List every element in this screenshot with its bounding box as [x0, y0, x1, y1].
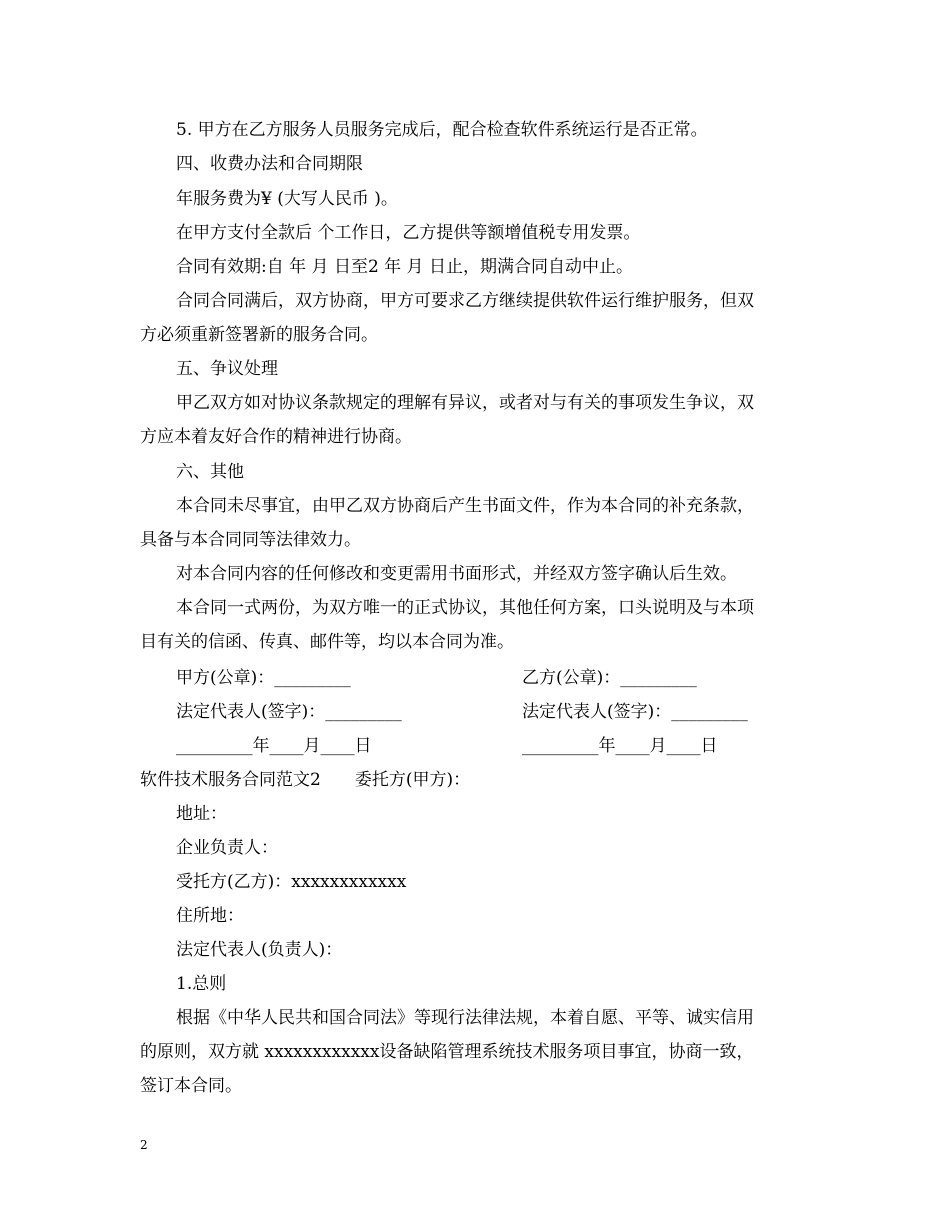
address-field: 地址： — [176, 804, 227, 824]
trustee-field: 受托方(乙方)：xxxxxxxxxxxx — [176, 872, 407, 892]
paragraph-copies-cont: 目有关的信函、传真、邮件等，均以本合同为准。 — [140, 632, 514, 652]
section-heading-other: 六、其他 — [176, 462, 244, 482]
clause-5: 5. 甲方在乙方服务人员服务完成后，配合检查软件系统运行是否正常。 — [176, 120, 708, 140]
paragraph-renewal: 合同合同满后，双方协商，甲方可要求乙方继续提供软件运行维护服务，但双 — [176, 291, 754, 311]
party-b-date-field: _________年____月____日 — [522, 736, 718, 756]
party-a-seal-field: 甲方(公章)：_________ — [176, 668, 351, 688]
paragraph-dispute: 甲乙双方如对协议条款规定的理解有异议，或者对与有关的事项发生争议，双 — [176, 393, 754, 413]
paragraph-amendment: 对本合同内容的任何修改和变更需用书面形式，并经双方签字确认后生效。 — [176, 564, 737, 584]
paragraph-supplement-cont: 具备与本合同同等法律效力。 — [140, 530, 361, 550]
legal-rep-field: 法定代表人(负责人)： — [176, 940, 343, 960]
paragraph-dispute-cont: 方应本着友好合作的精神进行协商。 — [140, 427, 412, 447]
party-a-date-field: _________年____月____日 — [176, 736, 372, 756]
party-b-rep-field: 法定代表人(签字)：_________ — [522, 702, 748, 722]
section-heading-dispute: 五、争议处理 — [176, 359, 278, 379]
enterprise-head-field: 企业负责人： — [176, 838, 278, 858]
section-heading-fees: 四、收费办法和合同期限 — [176, 154, 363, 174]
page-number: 2 — [140, 1138, 148, 1152]
paragraph-basis: 根据《中华人民共和国合同法》等现行法律法规，本着自愿、平等、诚实信用 — [176, 1008, 754, 1028]
paragraph-copies: 本合同一式两份，为双方唯一的正式协议，其他任何方案，口头说明及与本项 — [176, 598, 754, 618]
paragraph-basis-end: 签订本合同。 — [140, 1076, 242, 1096]
party-b-seal-field: 乙方(公章)：_________ — [522, 668, 697, 688]
paragraph-annual-fee: 年服务费为¥ (大写人民币 )。 — [176, 189, 398, 209]
paragraph-supplement: 本合同未尽事宜，由甲乙双方协商后产生书面文件，作为本合同的补充条款， — [176, 496, 754, 516]
contract-2-title: 软件技术服务合同范文2 委托方(甲方)： — [140, 770, 471, 790]
paragraph-validity: 合同有效期:自 年 月 日至2 年 月 日止，期满合同自动中止。 — [176, 257, 633, 277]
party-a-rep-field: 法定代表人(签字)：_________ — [176, 702, 402, 722]
domicile-field: 住所地： — [176, 906, 244, 926]
paragraph-renewal-cont: 方必须重新签署新的服务合同。 — [140, 325, 378, 345]
paragraph-invoice: 在甲方支付全款后 个工作日，乙方提供等额增值税专用发票。 — [176, 223, 641, 243]
paragraph-basis-cont: 的原则，双方就 xxxxxxxxxxxx设备缺陷管理系统技术服务项目事宜，协商一致， — [140, 1042, 754, 1062]
section-heading-general: 1.总则 — [176, 974, 227, 994]
